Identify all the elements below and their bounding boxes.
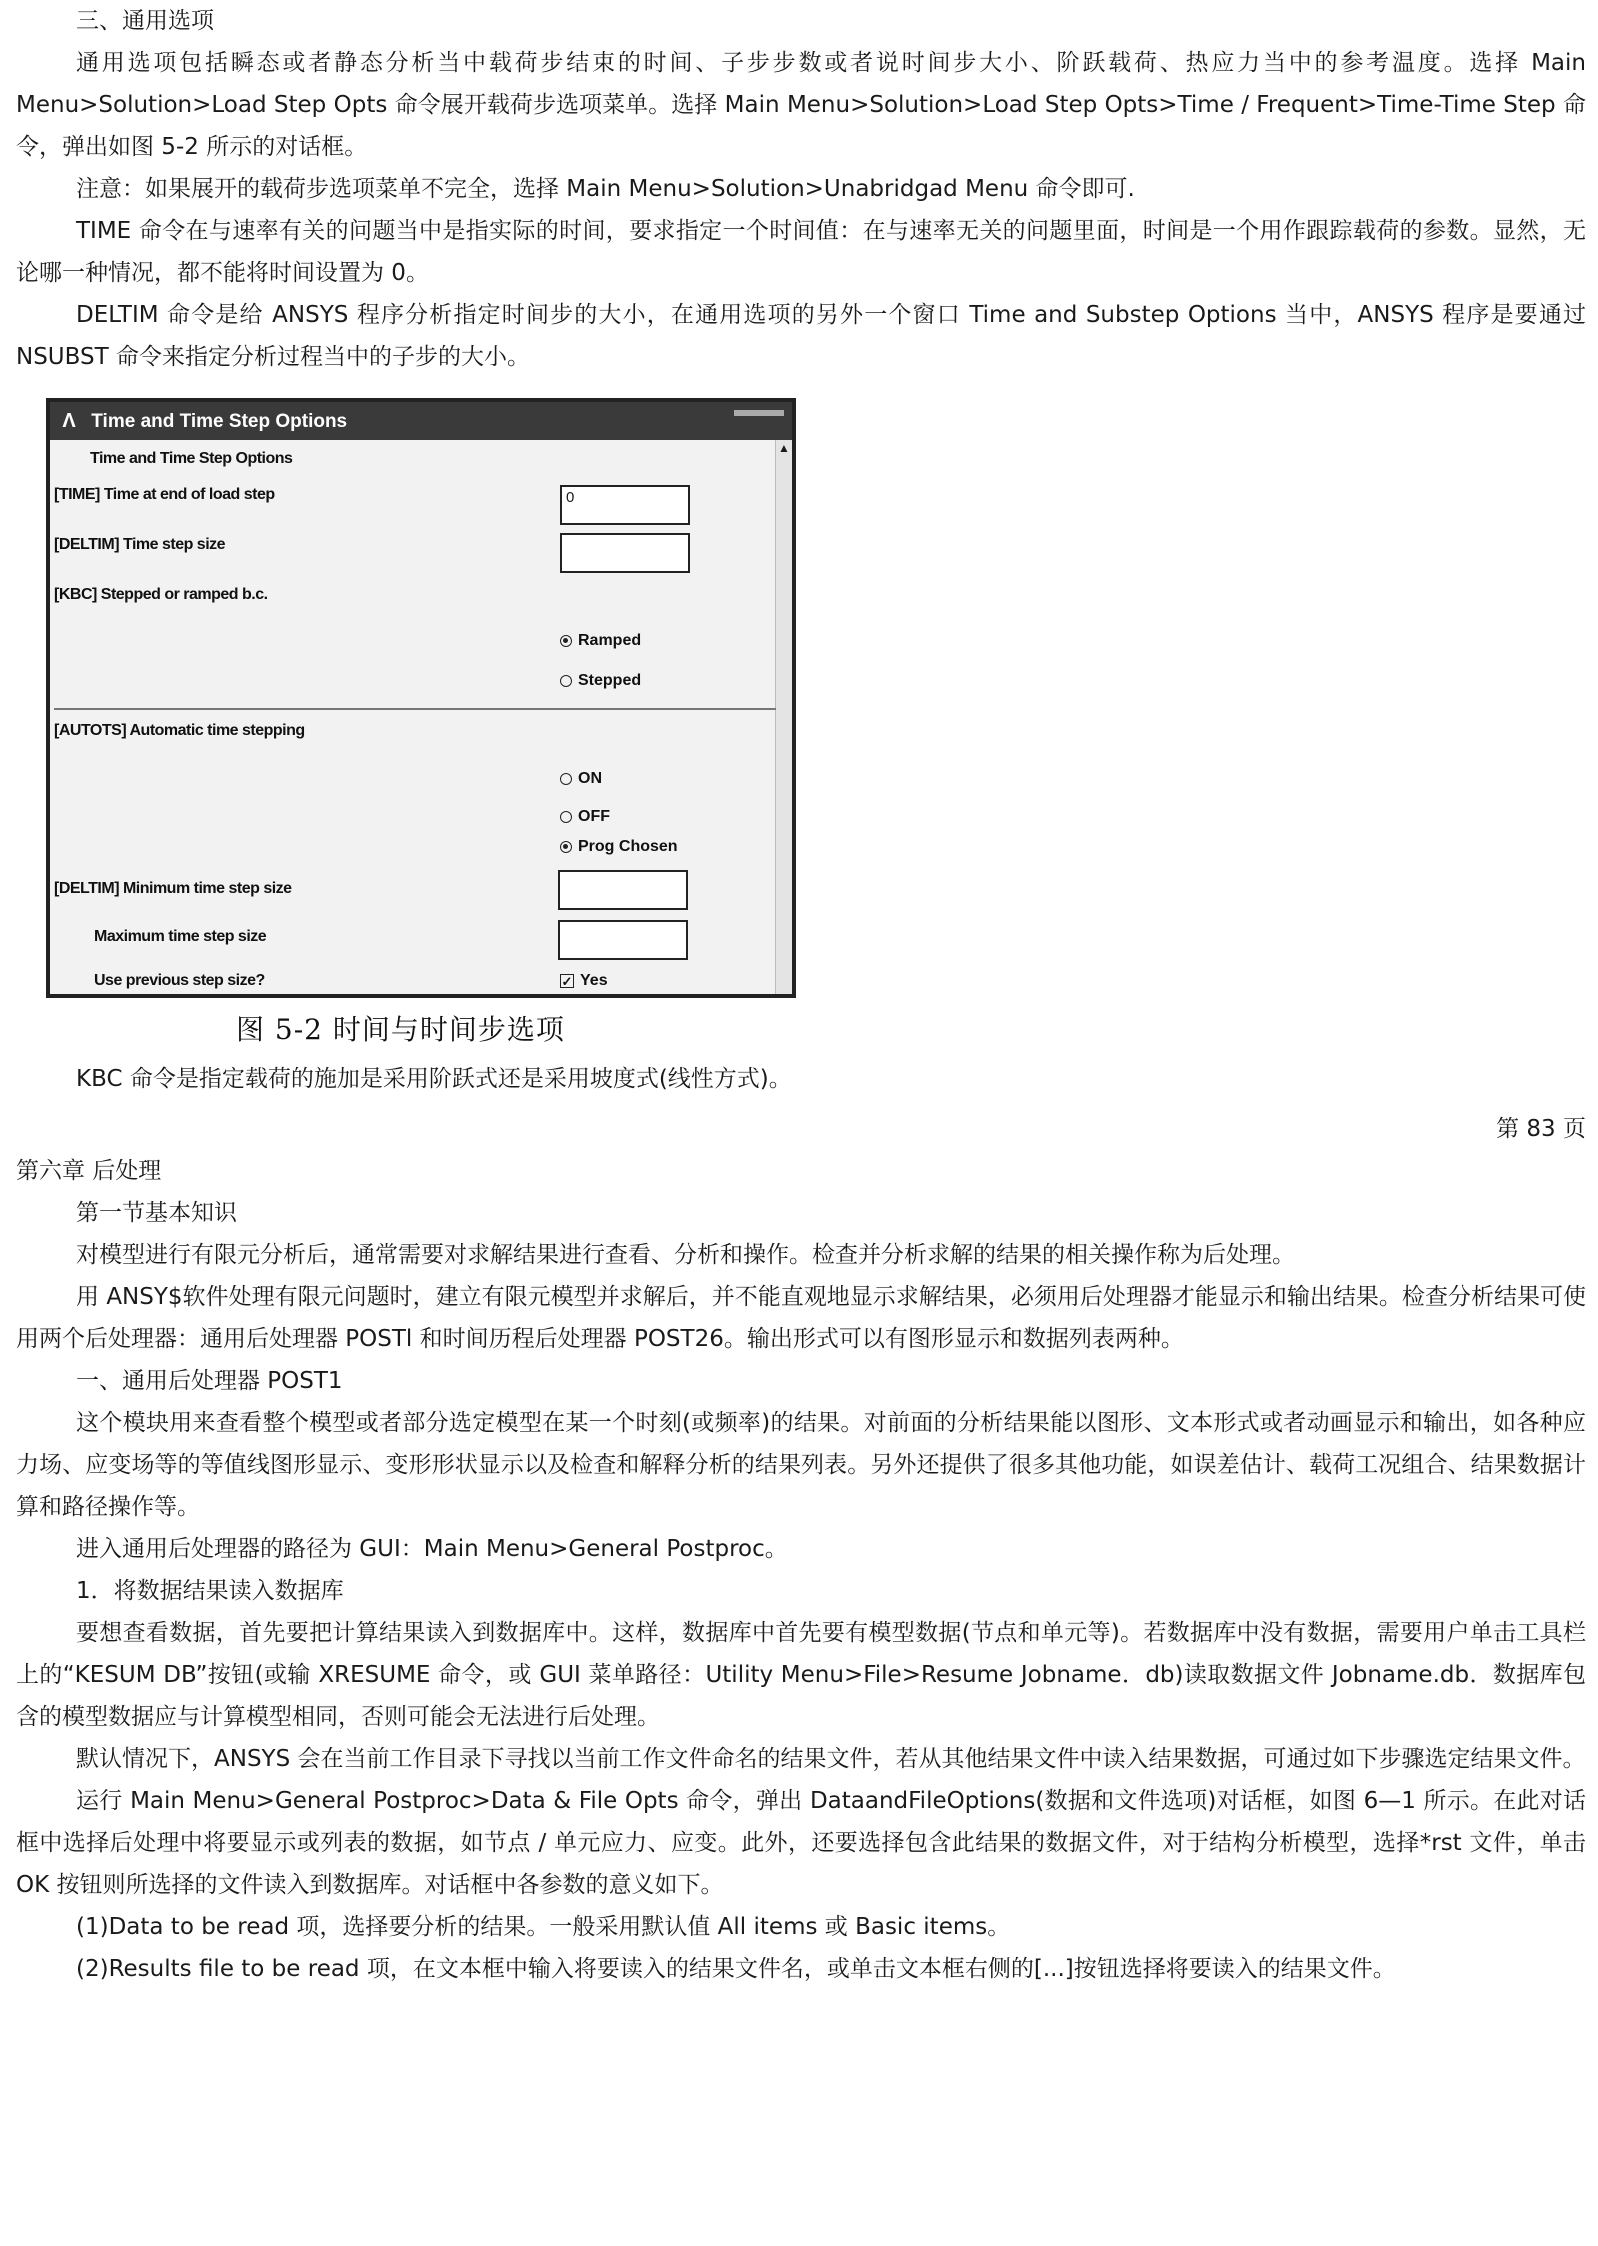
radio-on[interactable]: ON [560,770,602,788]
dialog-scrollbar[interactable] [775,440,792,994]
time-input[interactable]: 0 [560,485,690,525]
dialog-body [50,440,792,994]
paragraph: KBC 命令是指定载荷的施加是采用阶跃式还是采用坡度式(线性方式)。 [76,1066,792,1092]
paragraph: DELTIM 命令是给 ANSYS 程序分析指定时间步的大小，在通用选项的另外一个窗口 Time and Substep Options 当中，ANSYS 程序是要通过 NSUBST 命令来指定分析过程当中的子步的大小。 [16,302,1586,370]
radio-empty-icon [560,675,572,687]
figure-5-2 [16,378,1586,1058]
chapter-heading: 第六章 后处理 [16,1158,162,1184]
divider [54,708,776,710]
paragraph: 运行 Main Menu>General Postproc>Data & File Opts 命令，弹出 DataandFileOptions(数据和文件选项)对话框，如图 6—1 所示。在此对话框中选择后处理中将要显示或列表的数据，如节点 / 单元应力、应变。此外，还要选择包含此结果的数据文件，对于结构分析模型，选择*rst 文件，单击 OK 按钮则所选择的文件读入到数据库。对话框中各参数的意义如下。 [16,1788,1586,1898]
radio-selected-icon [560,841,572,853]
min-step-label: [DELTIM] Minimum time step size [54,880,292,897]
paragraph: 默认情况下，ANSYS 会在当前工作目录下寻找以当前工作文件命名的结果文件，若从其他结果文件中读入结果数据，可通过如下步骤选定结果文件。 [76,1746,1586,1772]
section-subheading: 第一节基本知识 [76,1200,237,1226]
dialog-title: Time and Time Step Options [91,411,348,432]
radio-stepped[interactable]: Stepped [560,672,641,690]
section-heading-post1: 一、通用后处理器 POST1 [76,1368,343,1394]
ansys-logo-icon: Λ [62,410,76,432]
section-heading-general-options: 三、通用选项 [76,8,214,34]
paragraph: TIME 命令在与速率有关的问题当中是指实际的时间，要求指定一个时间值：在与速率无关的问题里面，时间是一个用作跟踪载荷的参数。显然，无论哪一种情况，都不能将时间设置为 0。 [16,218,1586,286]
kbc-label: [KBC] Stepped or ramped b.c. [54,586,268,603]
paragraph: 对模型进行有限元分析后，通常需要对求解结果进行查看、分析和操作。检查并分析求解的结果的相关操作称为后处理。 [76,1242,1295,1268]
time-step-size-input[interactable] [560,533,690,573]
radio-empty-icon [560,811,572,823]
list-item: (2)Results file to be read 项，在文本框中输入将要读入的结果文件名，或单击文本框右侧的[...]按钮选择将要读入的结果文件。 [76,1956,1396,1982]
radio-ramped[interactable]: Ramped [560,632,641,650]
dialog-header: Time and Time Step Options [90,450,293,467]
radio-off[interactable]: OFF [560,808,610,826]
min-step-input[interactable] [558,870,688,910]
document-page [16,0,1586,1990]
paragraph: 要想查看数据，首先要把计算结果读入到数据库中。这样，数据库中首先要有模型数据(节点和单元等)。若数据库中没有数据，需要用户单击工具栏上的“KESUM DB”按钮(或输 XRESUME 命令，或 GUI 菜单路径：Utility Menu>File>Resume Jobname．db)读取数据文件 Jobname.db．数据库包含的模型数据应与计算模型相同，否则可能会无法进行后处理。 [16,1620,1586,1730]
paragraph: 进入通用后处理器的路径为 GUI：Main Menu>General Postproc。 [76,1536,788,1562]
page-number: 第 83 页 [1496,1116,1586,1142]
time-step-options-dialog [46,398,796,998]
window-controls-icon[interactable] [734,410,784,416]
radio-prog-chosen[interactable]: Prog Chosen [560,838,678,856]
paragraph-note: 注意：如果展开的载荷步选项菜单不完全，选择 Main Menu>Solution>Unabridgad Menu 命令即可. [76,176,1135,202]
radio-empty-icon [560,773,572,785]
dialog-titlebar [50,402,792,440]
checkmark-icon: ✓ [561,973,573,989]
paragraph: 通用选项包括瞬态或者静态分析当中载荷步结束的时间、子步步数或者说时间步大小、阶跃载荷、热应力当中的参考温度。选择 Main Menu>Solution>Load Step Opts 命令展开载荷步选项菜单。选择 Main Menu>Solution>Load Step Opts>Time / Frequent>Time-Time Step 命令，弹出如图 5-2 所示的对话框。 [16,50,1586,160]
paragraph: 这个模块用来查看整个模型或者部分选定模型在某一个时刻(或频率)的结果。对前面的分析结果能以图形、文本形式或者动画显示和输出，如各种应力场、应变场等的等值线图形显示、变形形状显示以及检查和解释分析的结果列表。另外还提供了很多其他功能，如误差估计、载荷工况组合、结果数据计算和路径操作等。 [16,1410,1586,1520]
prev-step-checkbox[interactable]: ✓ Yes [561,972,608,989]
max-step-label: Maximum time step size [94,928,267,945]
max-step-input[interactable] [558,920,688,960]
deltim-label: [DELTIM] Time step size [54,536,226,553]
paragraph: 用 ANSY$软件处理有限元问题时，建立有限元模型并求解后，并不能直观地显示求解结果，必须用后处理器才能显示和输出结果。检查分析结果可使用两个后处理器：通用后处理器 POSTl 和时间历程后处理器 POST26。输出形式可以有图形显示和数据列表两种。 [16,1284,1586,1352]
subsection-heading: 1．将数据结果读入数据库 [76,1578,344,1604]
prev-step-label: Use previous step size? [94,972,265,989]
figure-caption: 图 5-2 时间与时间步选项 [236,1013,565,1046]
list-item: (1)Data to be read 项，选择要分析的结果。一般采用默认值 All items 或 Basic items。 [76,1914,1011,1940]
radio-selected-icon [560,635,572,647]
autots-label: [AUTOTS] Automatic time stepping [54,722,305,739]
scroll-up-icon[interactable]: ▲ [778,441,790,455]
time-label: [TIME] Time at end of load step [54,486,275,503]
